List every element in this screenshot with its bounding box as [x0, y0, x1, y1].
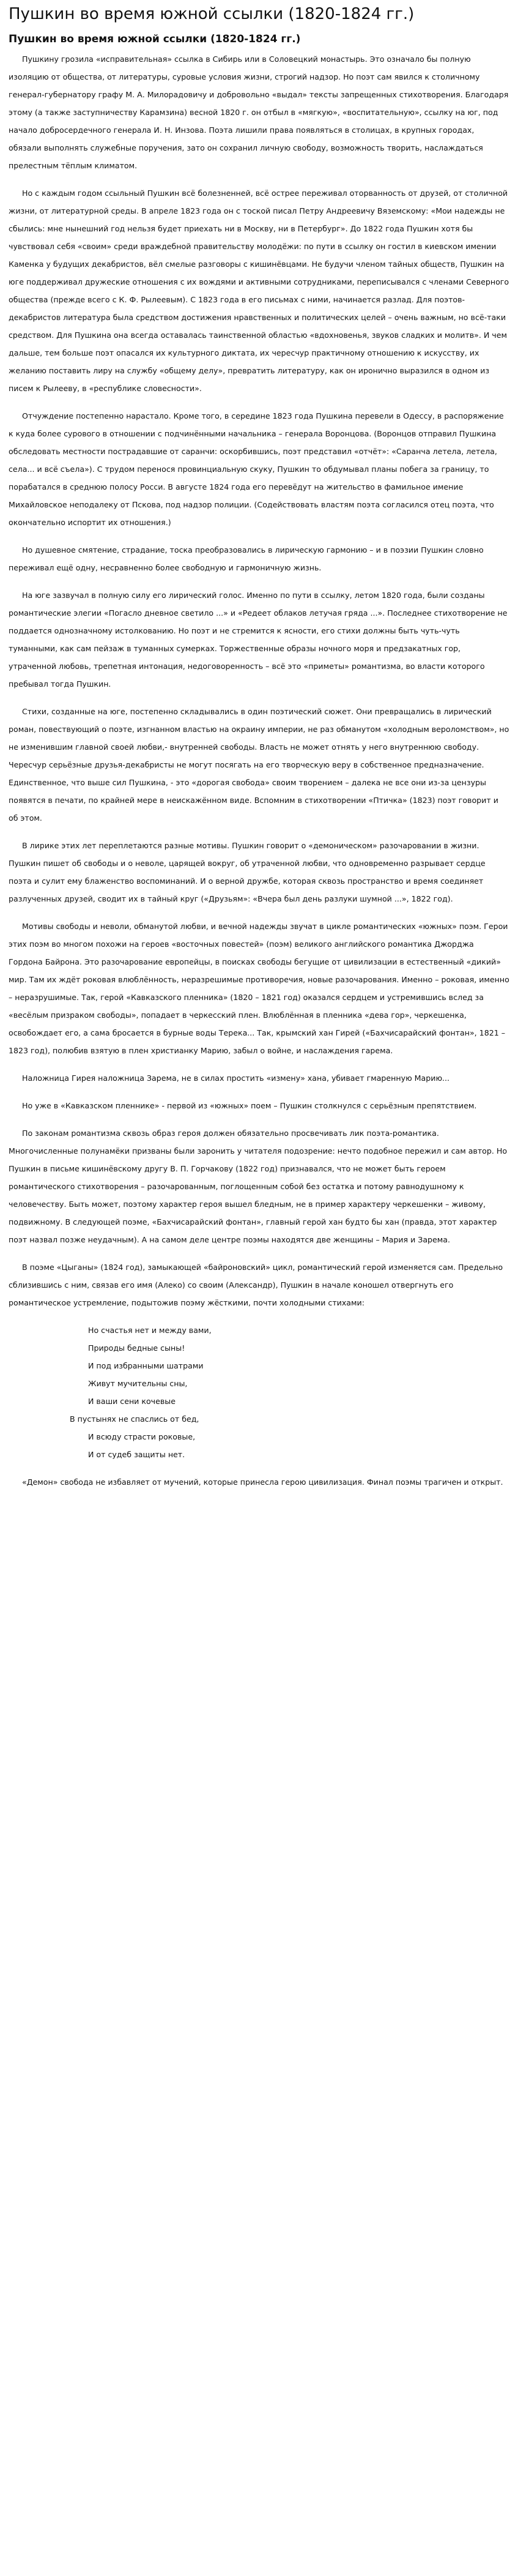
paragraph: Но с каждым годом ссыльный Пушкин всё болезненней, всё острее переживал оторванность от друзей, от столичной жизни, от литературной среды. В апреле 1823 года он с тоской писал Петру Андреевичу Вяземскому: «Мои надежды не сбылись: мне нынешний год нельзя будет приехать ни в Москву, ни в Петербург». До 1822 года Пушкин хотя бы чувствовал себя «своим» среди враждебной правительству молодёжи: по пути в ссылку он гостил в киевском имении Каменка у будущих декабристов, вёл смелые разговоры с кишинёвцами. Не будучи членом тайных обществ, Пушкин на юге поддерживал дружеские отношения с их вождями и активными сотрудниками, переписывался с членами Северного общества (прежде всего с К. Ф. Рылеевым). С 1823 года в его письмах с ними, начинается разлад. Для поэтов-декабристов литература была средством достижения нравственных и политических целей – очень важным, но всё-таки средством. Для Пушкина она всегда оставалась таинственной областью «вдохновенья, звуков сладких и молитв». И чем дальше, тем больше поэт опасался их культурного диктата, их чересчур практичному отношению к искусству, их желанию поставить лиру на службу «общему делу», превратить литературу, как он иронично выразился в одном из писем к Рылееву, в «республике словесности». — [9, 189, 509, 393]
poem-line: Природы бедные сыны! — [88, 1343, 185, 1353]
poem-line: И всюду страсти роковые, — [88, 1432, 196, 1441]
paragraph: Пушкину грозила «исправительная» ссылка в Сибирь или в Соловецкий монастырь. Это означало бы полную изоляцию от общества, от литературы, суровые условия жизни, строгий надзор. Но поэт сам явился к столичному генерал-губернатору графу М. А. Милорадовичу и добровольно «выдал» тексты запрещенных стихотворения. Благодаря этому (а также заступничеству Карамзина) весной 1820 г. он отбыл в «мягкую», «воспитательную», ссылку на юг, под начало добросердечного генерала И. Н. Инзова. Поэта лишили права появляться в столицах, в крупных городах, обязали выполнять служебные поручения, зато он сохранил личную свободу, возможность творить, наслаждаться прелестным тёплым климатом. — [9, 54, 509, 170]
paragraph: Стихи, созданные на юге, постепенно складывались в один поэтический сюжет. Они превращались в лирический роман, повествующий о поэте, изгнанном властью на окраину империи, не раз обманутом «холодным вероломством», но не изменившим главной своей любви,- внутренней свободы. Власть не может отнять у него внутреннюю свободу. Чересчур серьёзные друзья-декабристы не могут посягать на его творческую веру в собственное предназначение. Единственное, что выше сил Пушкина, - это «дорогая свобода» своим творением – далека не все они из-за цензуры появятся в печати, по крайней мере в неискажённом виде. Вспомним в стихотворении «Птичка» (1823) поэт говорит и об этом. — [9, 707, 509, 823]
page-title: Пушкин во время южной ссылки (1820-1824 гг.) — [9, 5, 415, 23]
paragraph: Наложница Гирея наложница Зарема, не в силах простить «измену» хана, убивает гмаренную Марию... — [22, 1073, 450, 1083]
paragraph: По законам романтизма сквозь образ героя должен обязательно просвечивать лик поэта-романтика. Многочисленные полунамёки призваны были заронить у читателя подозрение: нечто подобное пережил и сам автор. Но Пушкин в письме кишинёвскому другу В. П. Горчакову (1822 год) признавался, что не может быть героем романтического стихотворения – разочарованным, поглощенным собой без остатка и потому равнодушному к человечеству. Быть может, поэтому характер героя вышел бледным, не в пример характеру черкешенки – живому, подвижному. В следующей поэме, «Бахчисарайский фонтан», главный герой хан будто бы хан (правда, этот характер поэт назвал позже неудачным). А на самом деле центре поэмы находятся две женщины – Мария и Зарема. — [9, 1129, 508, 1244]
poem-line: И от судеб защиты нет. — [88, 1450, 185, 1459]
paragraph: На юге зазвучал в полную силу его лирический голос. Именно по пути в ссылку, летом 1820 года, были созданы романтические элегии «Погасло дневное светило ...» и «Редеет облаков летучая гряда ...». Последнее стихотворение не поддается однозначному истолкованию. Но поэт и не стремится к ясности, его стихи должны быть чуть-чуть туманными, как сам пейзаж в туманных сумерках. Торжественные образы ночного моря и предзакатных гор, утраченной любовь, трепетная интонация, недоговоренность – всё это «приметы» романтизма, во власти которого пребывал тогда Пушкин. — [9, 591, 508, 689]
paragraph: Но душевное смятение, страдание, тоска преобразовались в лирическую гармонию – и в поэзии Пушкин словно переживал ещё одну, несравненно более свободную и гармоничную жизнь. — [9, 545, 484, 572]
poem-line: И под избранными шатрами — [88, 1361, 204, 1370]
paragraph: Отчуждение постепенно нарастало. Кроме того, в середине 1823 года Пушкина перевели в Одессу, в распоряжение к куда более сурового в отношении с подчинёнными начальника – генерала Воронцова. (Воронцов отправил Пушкина обследовать местности пострадавшие от саранчи: оскорбившись, поэт представил «отчёт»: «Саранча летела, летела, села... и всё съела»). С трудом перенося провинциальную скуку, Пушкин то обдумывал планы побега за границу, то порабатался в среднюю полосу Росси. В августе 1824 года его перевёдут на жительство в фамильное имение Михайловское неподалеку от Пскова, под надзор полиции. (Содействовать властям поэта согласился отец поэта, что окончательно испортит их отношения.) — [9, 411, 504, 527]
paragraph: Мотивы свободы и неволи, обманутой любви, и вечной надежды звучат в цикле романтических «южных» поэм. Герои этих поэм во многом похожи на героев «восточных повестей» (поэм) великого английского романтика Джорджа Гордона Байрона. Это разочарование европейцы, в поисках свободы бегущие от цивилизации в естественный «дикий» мир. Там их ждёт роковая влюблённость, неразрешимые противоречия, новые разочарования. Именно – роковая, именно – неразрушимые. Так, герой «Кавказского пленника» (1820 – 1821 год) оказался сердцем и устремившись вслед за «весёлым призраком свободы», попадает в черкесский плен. Влюблённая в пленника «дева гор», черкешенка, освобождает его, а сама бросается в бурные воды Терека... Так, крымский хан Гирей («Бахчисарайский фонтан», 1821 – 1823 год), полюбив взятую в плен христианку Марию, забыл о войне, и наслаждения гарема. — [9, 922, 509, 1055]
poem-line: Живут мучительны сны, — [88, 1379, 188, 1388]
poem-line: И ваши сени кочевые — [88, 1397, 176, 1406]
paragraph: Но уже в «Кавказском пленнике» - первой из «южных» поем – Пушкин столкнулся с серьёзным препятствием. — [22, 1101, 477, 1110]
article-body — [9, 50, 509, 1491]
paragraph: В лирике этих лет переплетаются разные мотивы. Пушкин говорит о «демоническом» разочаровании в жизни. Пушкин пишет об свободы и о неволе, царящей вокруг, об утраченной любви, что одновременно разрывает сердце поэта и сулит ему блаженство воспоминаний. И о верной дружбе, которая сквозь пространство и время соединяет разлученных друзей, сводит их в тайный круг («Друзьям»: «Вчера был день разлуки шумной ...», 1822 год). — [9, 841, 486, 903]
article-subtitle: Пушкин во время южной ссылки (1820-1824 гг.) — [9, 33, 301, 45]
paragraph: «Демон» свобода не избавляет от мучений, которые принесла герою цивилизация. Финал поэмы трагичен и открыт. — [22, 1477, 503, 1487]
paragraph: В поэме «Цыганы» (1824 год), замыкающей «байроновский» цикл, романтический герой изменяется сам. Предельно сблизившись с ним, связав его имя (Алеко) со своим (Александр), Пушкин в начале коношел отвергнуть его романтическое устремление, подытожив поэму жёсткими, почти холодными стихами: — [9, 1263, 503, 1307]
poem-line: В пустынях не спаслись от бед, — [70, 1414, 199, 1424]
poem-line: Но счастья нет и между вами, — [88, 1326, 212, 1335]
poem-quote — [9, 1321, 509, 1463]
